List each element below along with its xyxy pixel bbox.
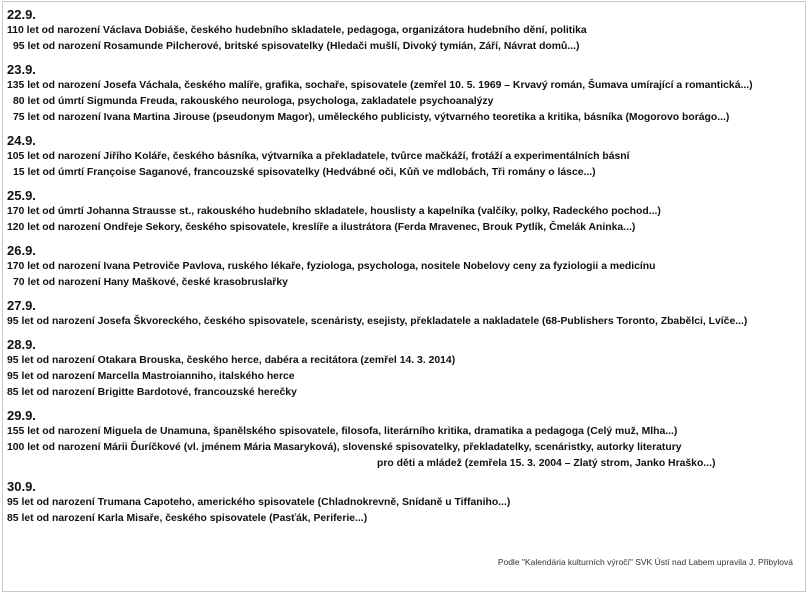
day-date: 30.9. [7, 479, 36, 494]
day-date: 26.9. [7, 243, 36, 258]
anniversary-entry: 95 let od narození Trumana Capoteho, amerického spisovatele (Chladnokrevně, Snídaně u Tiffaniho...) [7, 497, 511, 508]
anniversary-entry: 95 let od narození Otakara Brouska, českého herce, dabéra a recitátora (zemřel 14. 3. 2014) [7, 355, 456, 366]
anniversary-entry: 85 let od narození Brigitte Bardotové, francouzské herečky [7, 387, 297, 398]
day-block [7, 336, 805, 401]
calendar-document [2, 1, 806, 592]
anniversary-list [7, 6, 805, 527]
anniversary-entry: 105 let od narození Jiřího Koláře, českého básníka, výtvarníka a překladatele, tvůrce mačkáží, frotáží a experimentálních básní [7, 151, 630, 162]
anniversary-entry: 170 let od úmrtí Johanna Strausse st., rakouského hudebního skladatele, houslisty a kapelníka (valčíky, polky, Radeckého pochod...) [7, 206, 661, 217]
anniversary-entry: 95 let od narození Marcella Mastroianniho, italského herce [7, 371, 295, 382]
anniversary-entry: 120 let od narození Ondřeje Sekory, českého spisovatele, kreslíře a ilustrátora (Ferda Mravenec, Brouk Pytlík, Čmelák Aninka...) [7, 222, 636, 233]
day-date: 25.9. [7, 188, 36, 203]
anniversary-entry: 110 let od narození Václava Dobiáše, českého hudebního skladatele, pedagoga, organizátora hudebního dění, politika [7, 25, 587, 36]
day-date: 29.9. [7, 408, 36, 423]
anniversary-entry: 85 let od narození Karla Misaře, českého spisovatele (Pasťák, Periferie...) [7, 513, 368, 524]
anniversary-entry: 135 let od narození Josefa Váchala, českého malíře, grafika, sochaře, spisovatele (zemřel 10. 5. 1969 – Krvavý román, Šumava umírající a romantická...) [7, 80, 753, 91]
source-credit: Podle "Kalendária kulturních výročí" SVK Ústí nad Labem upravila J. Přibylová [497, 557, 793, 567]
anniversary-entry: 15 let od úmrtí Françoise Saganové, francouzské spisovatelky (Hedvábné oči, Kůň ve mdlobách, Tři romány o lásce...) [13, 167, 596, 178]
day-block [7, 6, 805, 55]
day-block [7, 297, 805, 330]
anniversary-entry: 95 let od narození Josefa Škvoreckého, českého spisovatele, scenáristy, esejisty, překladatele a nakladatele (68-Publishers Toronto, Zbabělci, Lvíče...) [7, 316, 748, 327]
day-block [7, 242, 805, 291]
day-date: 27.9. [7, 298, 36, 313]
anniversary-entry: 170 let od narození Ivana Petroviče Pavlova, ruského lékaře, fyziologa, psychologa, nositele Nobelovy ceny za fyziologii a medicínu [7, 261, 656, 272]
anniversary-entry: 70 let od narození Hany Maškové, české krasobruslařky [13, 277, 288, 288]
day-date: 23.9. [7, 62, 36, 77]
anniversary-entry: 80 let od úmrtí Sigmunda Freuda, rakouského neurologa, psychologa, zakladatele psychoanalýzy [13, 96, 494, 107]
day-date: 22.9. [7, 7, 36, 22]
day-block [7, 187, 805, 236]
anniversary-entry: 155 let od narození Miguela de Unamuna, španělského spisovatele, filosofa, literárního kritika, dramatika a pedagoga (Celý muž, Mlha...) [7, 426, 678, 437]
day-date: 28.9. [7, 337, 36, 352]
day-block [7, 61, 805, 126]
day-date: 24.9. [7, 133, 36, 148]
anniversary-entry: 95 let od narození Rosamunde Pilcherové, britské spisovatelky (Hledači mušlí, Divoký tymián, Září, Návrat domů...) [13, 41, 580, 52]
day-block [7, 132, 805, 181]
day-block [7, 478, 805, 527]
anniversary-entry: 100 let od narození Márii Ďuríčkové (vl. jménem Mária Masaryková), slovenské spisovatelky, překladatelky, scenáristky, autorky literatury [7, 442, 682, 453]
day-block [7, 407, 805, 472]
anniversary-entry-continuation: pro děti a mládež (zemřela 15. 3. 2004 – Zlatý strom, Janko Hraško...) [377, 458, 716, 469]
anniversary-entry: 75 let od narození Ivana Martina Jirouse (pseudonym Magor), uměleckého publicisty, výtvarného teoretika a kritika, básníka (Mogorovo borágo...) [13, 112, 730, 123]
